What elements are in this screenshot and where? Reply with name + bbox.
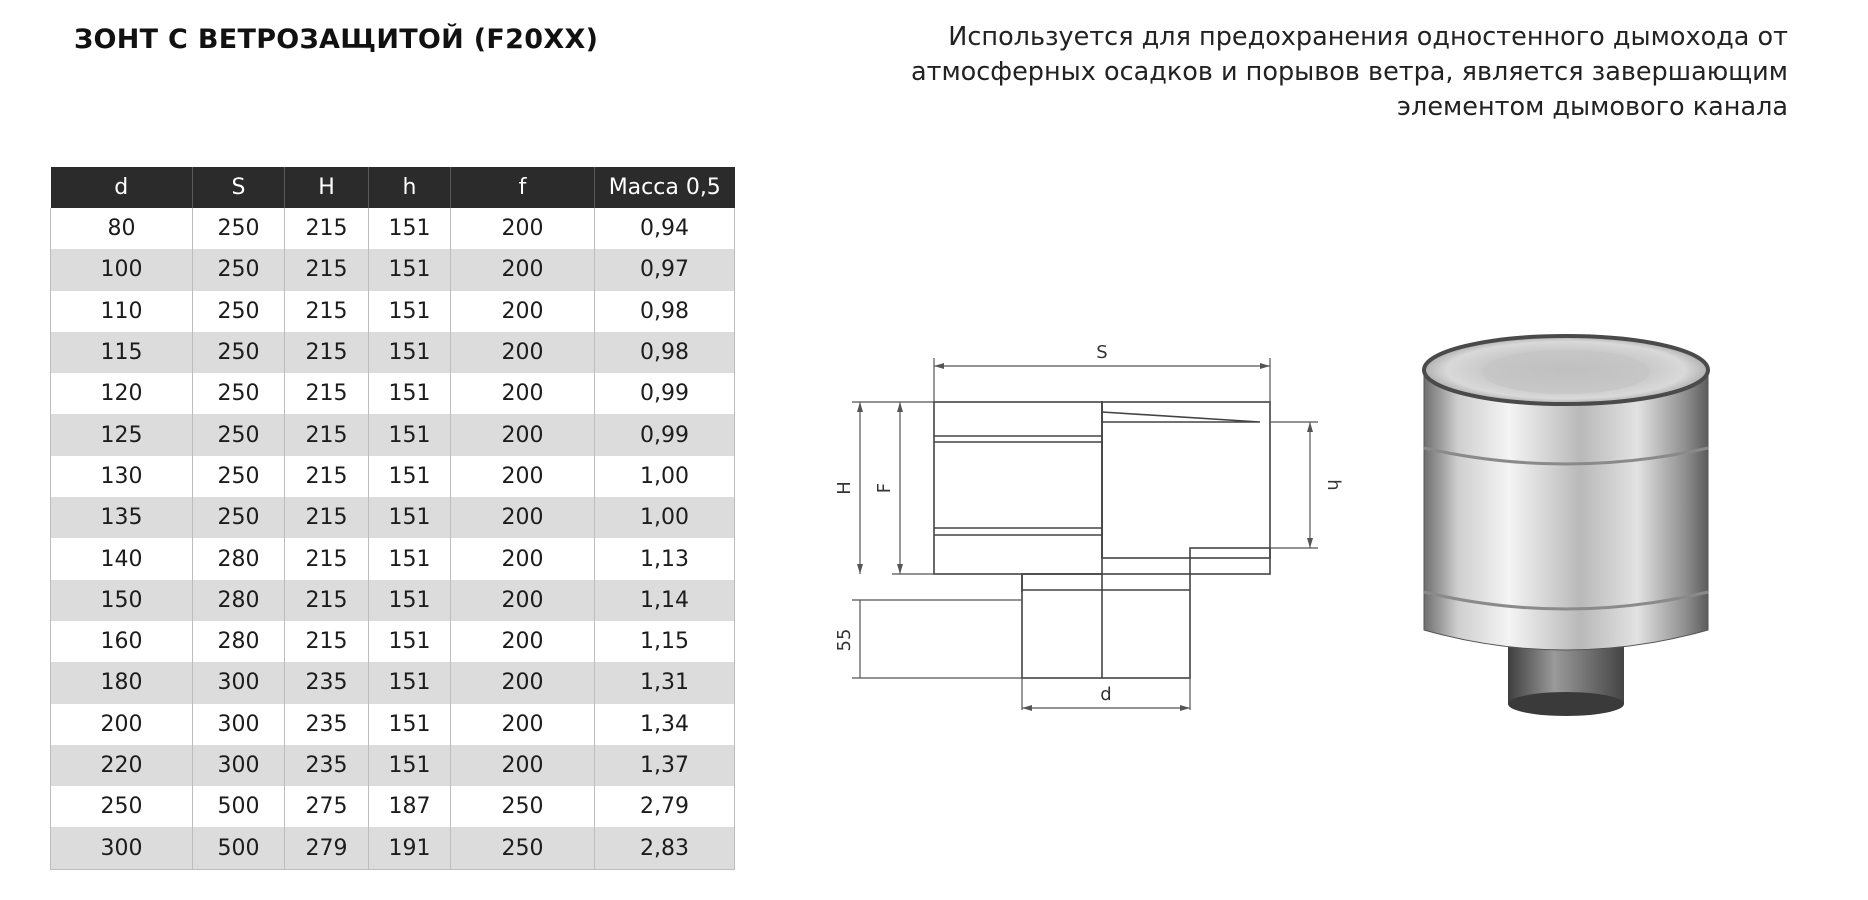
label-55: 55 — [834, 628, 855, 652]
table-cell: 200 — [451, 456, 595, 497]
table-cell: 500 — [193, 827, 285, 869]
label-d: d — [1100, 684, 1112, 705]
table-row — [51, 538, 735, 579]
table-cell: 200 — [451, 580, 595, 621]
table-cell: 1,00 — [595, 456, 735, 497]
table-cell: 215 — [285, 249, 369, 290]
table-cell: 215 — [285, 621, 369, 662]
table-cell: 1,14 — [595, 580, 735, 621]
product-description — [828, 20, 1788, 125]
table-cell: 250 — [451, 827, 595, 869]
table-row — [51, 827, 735, 869]
table-cell: 500 — [193, 786, 285, 827]
table-cell: 120 — [51, 373, 193, 414]
table-row — [51, 580, 735, 621]
table-row — [51, 332, 735, 373]
table-cell: 250 — [193, 373, 285, 414]
table-cell: 200 — [451, 291, 595, 332]
table-cell: 140 — [51, 538, 193, 579]
table-cell: 215 — [285, 580, 369, 621]
table-body — [51, 208, 735, 869]
table-cell: 0,98 — [595, 291, 735, 332]
table-cell: 151 — [369, 497, 451, 538]
table-cell: 250 — [193, 291, 285, 332]
table-cell: 110 — [51, 291, 193, 332]
table-cell: 115 — [51, 332, 193, 373]
table-row — [51, 704, 735, 745]
table-row — [51, 456, 735, 497]
table-cell: 0,99 — [595, 414, 735, 455]
table-cell: 0,97 — [595, 249, 735, 290]
table-cell: 151 — [369, 249, 451, 290]
table-cell: 151 — [369, 621, 451, 662]
table-cell: 200 — [451, 704, 595, 745]
table-row — [51, 208, 735, 249]
table-row — [51, 414, 735, 455]
table-cell: 80 — [51, 208, 193, 249]
table-cell: 151 — [369, 662, 451, 703]
table-cell: 100 — [51, 249, 193, 290]
table-row — [51, 662, 735, 703]
table-cell: 200 — [51, 704, 193, 745]
table-cell: 125 — [51, 414, 193, 455]
table-header-row — [51, 167, 735, 208]
table-cell: 215 — [285, 497, 369, 538]
table-cell: 151 — [369, 373, 451, 414]
table-cell: 187 — [369, 786, 451, 827]
table-cell: 280 — [193, 580, 285, 621]
table-cell: 1,15 — [595, 621, 735, 662]
table-row — [51, 373, 735, 414]
table-cell: 215 — [285, 538, 369, 579]
table-cell: 151 — [369, 704, 451, 745]
table-cell: 0,94 — [595, 208, 735, 249]
table-cell: 275 — [285, 786, 369, 827]
table-cell: 1,13 — [595, 538, 735, 579]
table-row — [51, 745, 735, 786]
table-cell: 250 — [193, 208, 285, 249]
cap-right-body — [1102, 402, 1270, 558]
table-cell: 135 — [51, 497, 193, 538]
label-h-total: H — [834, 481, 855, 495]
table-cell: 250 — [193, 414, 285, 455]
table-cell: 151 — [369, 580, 451, 621]
table-cell: 235 — [285, 662, 369, 703]
table-cell: 300 — [193, 745, 285, 786]
product-photo — [1390, 330, 1730, 730]
page-title: ЗОНТ С ВЕТРОЗАЩИТОЙ (F20XX) — [74, 24, 599, 55]
description-line: атмосферных осадков и порывов ветра, является завершающим — [910, 57, 1788, 87]
table-cell: 160 — [51, 621, 193, 662]
table-cell: 200 — [451, 414, 595, 455]
table-cell: 250 — [193, 497, 285, 538]
label-s: S — [1096, 342, 1108, 363]
table-cell: 200 — [451, 373, 595, 414]
column-header-d: d — [51, 167, 193, 208]
table-cell: 250 — [51, 786, 193, 827]
table-cell: 200 — [451, 538, 595, 579]
label-f: F — [874, 482, 895, 494]
description-line: элементом дымового канала — [1397, 92, 1788, 122]
table-cell: 235 — [285, 704, 369, 745]
table-cell: 220 — [51, 745, 193, 786]
column-header-mass: Масса 0,5 — [595, 167, 735, 208]
column-header-s: S — [193, 167, 285, 208]
table-cell: 0,98 — [595, 332, 735, 373]
table-cell: 200 — [451, 332, 595, 373]
table-cell: 279 — [285, 827, 369, 869]
description-line: Используется для предохранения одностенного дымохода от — [948, 22, 1788, 52]
table-cell: 300 — [193, 704, 285, 745]
table-cell: 151 — [369, 745, 451, 786]
table-cell: 200 — [451, 208, 595, 249]
table-cell: 300 — [51, 827, 193, 869]
table-row — [51, 291, 735, 332]
table-cell: 200 — [451, 497, 595, 538]
table-cell: 200 — [451, 249, 595, 290]
table-cell: 250 — [193, 249, 285, 290]
table-cell: 191 — [369, 827, 451, 869]
table-cell: 151 — [369, 538, 451, 579]
table-cell: 2,79 — [595, 786, 735, 827]
table-row — [51, 249, 735, 290]
table-cell: 130 — [51, 456, 193, 497]
table-cell: 250 — [193, 456, 285, 497]
table-row — [51, 497, 735, 538]
table-cell: 215 — [285, 291, 369, 332]
table-cell: 280 — [193, 621, 285, 662]
table-cell: 1,37 — [595, 745, 735, 786]
table-cell: 200 — [451, 745, 595, 786]
table-cell: 2,83 — [595, 827, 735, 869]
table-row — [51, 786, 735, 827]
table-cell: 250 — [451, 786, 595, 827]
table-row — [51, 621, 735, 662]
table-cell: 151 — [369, 291, 451, 332]
table-cell: 215 — [285, 456, 369, 497]
table-cell: 200 — [451, 662, 595, 703]
column-header-h-total: H — [285, 167, 369, 208]
table-cell: 151 — [369, 208, 451, 249]
cap-left-body — [934, 402, 1102, 574]
table-cell: 150 — [51, 580, 193, 621]
column-header-f: f — [451, 167, 595, 208]
table-cell: 151 — [369, 332, 451, 373]
table-cell: 180 — [51, 662, 193, 703]
table-cell: 151 — [369, 456, 451, 497]
table-cell: 235 — [285, 745, 369, 786]
table-cell: 1,34 — [595, 704, 735, 745]
technical-drawing — [820, 330, 1344, 710]
spec-table — [50, 167, 735, 870]
table-cell: 200 — [451, 621, 595, 662]
table-cell: 215 — [285, 414, 369, 455]
table-cell: 151 — [369, 414, 451, 455]
table-cell: 215 — [285, 332, 369, 373]
table-cell: 0,99 — [595, 373, 735, 414]
column-header-h: h — [369, 167, 451, 208]
table-cell: 250 — [193, 332, 285, 373]
table-cell: 1,00 — [595, 497, 735, 538]
table-cell: 215 — [285, 208, 369, 249]
table-cell: 215 — [285, 373, 369, 414]
table-cell: 1,31 — [595, 662, 735, 703]
label-h: h — [1323, 479, 1344, 491]
table-cell: 300 — [193, 662, 285, 703]
table-cell: 280 — [193, 538, 285, 579]
